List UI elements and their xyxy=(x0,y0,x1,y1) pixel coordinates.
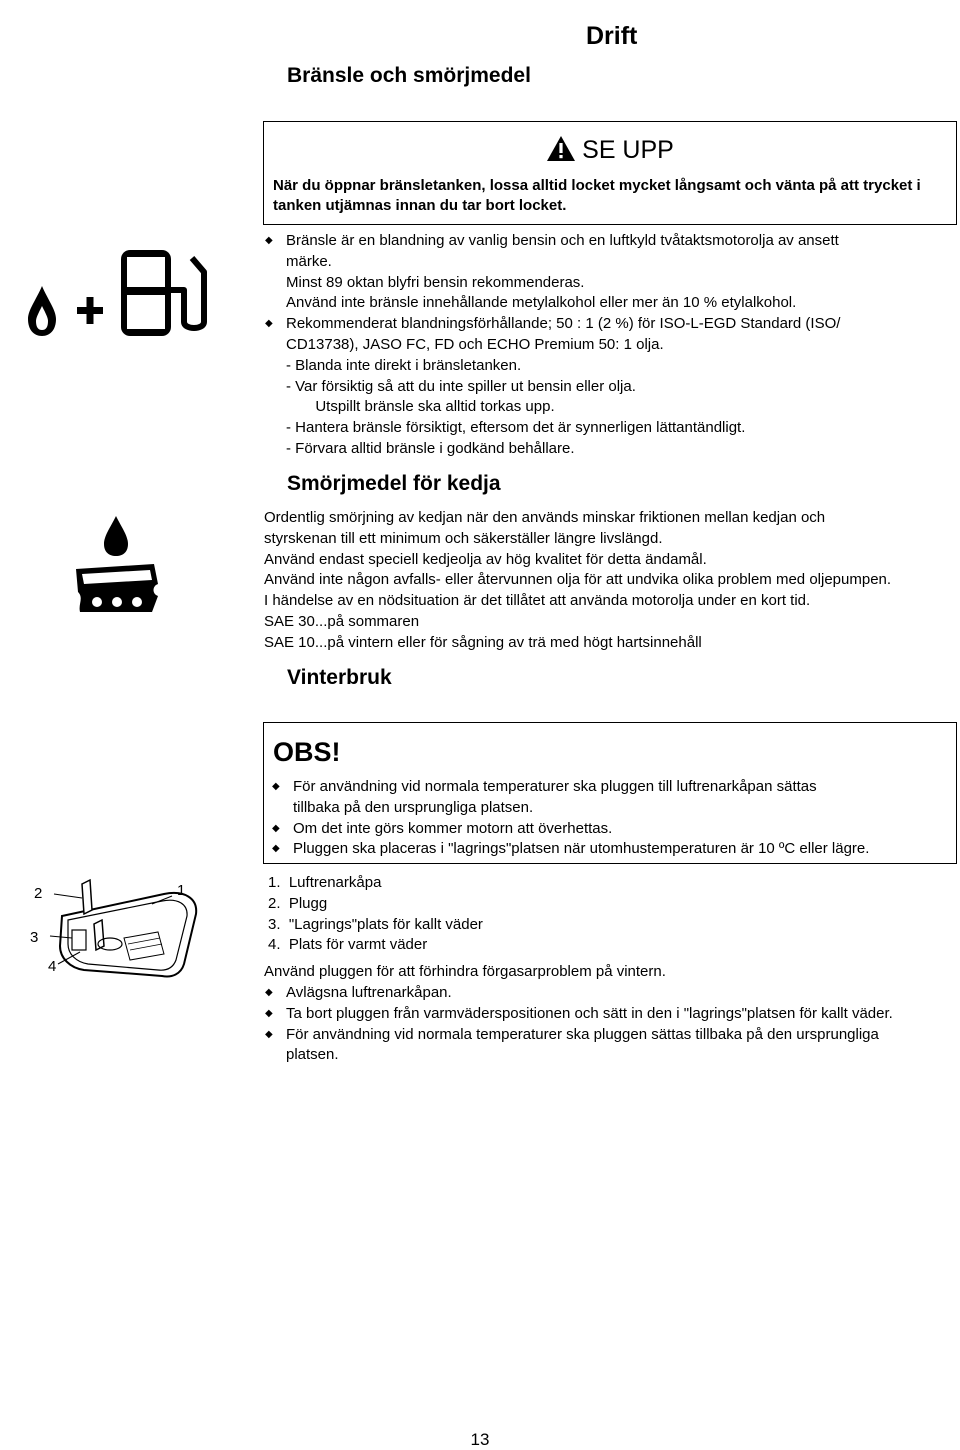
note-list xyxy=(272,777,953,860)
legend-item: 3. "Lagrings"plats för kallt väder xyxy=(268,915,483,933)
chain-oil-text xyxy=(264,508,958,654)
chain-oil-icon xyxy=(72,514,162,614)
fuel-list xyxy=(265,231,956,460)
list-item-line: Pluggen ska placeras i "lagrings"platsen när utomhustemperaturen är 10 ºC eller lägre. xyxy=(293,840,870,858)
section-title: Bränsle och smörjmedel xyxy=(287,64,531,87)
paragraph-line: Använd endast speciell kedjeolja av hög kvalitet för detta ändamål. xyxy=(264,550,707,568)
list-item-line: CD13738), JASO FC, FD och ECHO Premium 50: 1 olja. xyxy=(286,335,664,353)
warning-heading xyxy=(264,134,956,166)
chapter-title: Drift xyxy=(586,22,638,50)
paragraph-line: Använd pluggen för att förhindra förgasarproblem på vintern. xyxy=(264,963,666,980)
list-item-line: Ta bort pluggen från varmväderspositionen och sätt in den i "lagrings"platsen för kallt väder. xyxy=(286,1004,893,1022)
paragraph-line: I händelse av en nödsituation är det tillåtet att använda motorolja under en kort tid. xyxy=(264,592,811,610)
warning-text: När du öppnar bränsletanken, lossa alltid locket mycket långsamt och vänta på att trycket i tanken utjämnas innan du tar bort locket. xyxy=(273,177,921,214)
dash-line: - Var försiktig så att du inte spiller ut bensin eller olja. xyxy=(286,377,636,395)
list-item-line: Minst 89 oktan blyfri bensin rekommenderas. xyxy=(286,273,585,291)
winter-title: Vinterbruk xyxy=(287,666,392,689)
figure-label: 3 xyxy=(30,929,39,946)
bullet-icon: ◆ xyxy=(265,235,273,246)
list-item-line: Använd inte bränsle innehållande metylalkohol eller mer än 10 % etylalkohol. xyxy=(286,294,797,312)
list-item-line: Avlägsna luftrenarkåpan. xyxy=(286,984,452,1001)
list-item-line: märke. xyxy=(286,252,332,270)
winter-steps xyxy=(265,983,958,1066)
bullet-icon: ◆ xyxy=(265,1007,273,1019)
page-number: 13 xyxy=(470,1430,490,1449)
list-item xyxy=(272,819,953,840)
dash-line: - Förvara alltid bränsle i godkänd behållare. xyxy=(286,439,575,457)
list-item-line: Rekommenderat blandningsförhållande; 50 : 1 (2 %) för ISO-L-EGD Standard (ISO/ xyxy=(286,315,841,333)
legend-item: 1. Luftrenarkåpa xyxy=(268,874,382,891)
list-item-line: För användning vid normala temperaturer ska pluggen sättas tillbaka på den ursprungliga xyxy=(286,1025,879,1043)
list-item xyxy=(272,839,953,860)
warning-title: SE UPP xyxy=(582,136,674,164)
chain-oil-title: Smörjmedel för kedja xyxy=(287,472,501,495)
list-item xyxy=(265,1004,958,1025)
list-item-line: platsen. xyxy=(286,1046,339,1064)
list-item-line: tillbaka på den ursprungliga platsen. xyxy=(293,798,534,816)
paragraph-line: Använd inte någon avfalls- eller återvunnen olja för att undvika olika problem med oljepumpen. xyxy=(264,571,892,589)
list-item-line: Om det inte görs kommer motorn att överhettas. xyxy=(293,819,613,837)
list-item xyxy=(265,1025,958,1067)
list-item xyxy=(265,983,958,1004)
paragraph-line: SAE 10...på vintern eller för sågning av trä med högt hartsinnehåll xyxy=(264,633,702,651)
figure-label: 4 xyxy=(48,958,57,975)
legend-item: 4. Plats för varmt väder xyxy=(268,936,428,954)
figure-label: 1 xyxy=(177,882,186,899)
bullet-icon: ◆ xyxy=(272,822,280,834)
figure-legend xyxy=(268,873,768,956)
bullet-icon: ◆ xyxy=(265,1028,273,1040)
paragraph-line: Ordentlig smörjning av kedjan när den används minskar friktionen mellan kedjan och xyxy=(264,509,826,526)
warning-triangle-icon xyxy=(546,135,576,162)
list-item xyxy=(265,231,956,314)
fuel-mix-icon xyxy=(26,244,216,339)
note-box xyxy=(263,722,957,864)
bullet-icon: ◆ xyxy=(272,781,280,792)
dash-line: - Blanda inte direkt i bränsletanken. xyxy=(286,356,522,374)
list-item xyxy=(272,777,953,819)
paragraph-line: SAE 30...på sommaren xyxy=(264,612,420,630)
note-title: OBS! xyxy=(273,737,341,767)
figure-label: 2 xyxy=(34,885,43,902)
list-item-line: För användning vid normala temperaturer ska pluggen till luftrenarkåpan sättas xyxy=(293,778,817,795)
legend-item: 2. Plugg xyxy=(268,894,328,912)
dash-line: Utspillt bränsle ska alltid torkas upp. xyxy=(307,398,555,416)
list-item-line: Bränsle är en blandning av vanlig bensin och en luftkyld tvåtaktsmotorolja av ansett xyxy=(286,232,839,249)
paragraph-line: styrskenan till ett minimum och säkerställer längre livslängd. xyxy=(264,529,663,547)
warning-box xyxy=(263,121,957,225)
bullet-icon: ◆ xyxy=(265,318,273,330)
bullet-icon: ◆ xyxy=(265,987,273,998)
winter-intro xyxy=(264,962,958,983)
dash-line: - Hantera bränsle försiktigt, eftersom det är synnerligen lättantändligt. xyxy=(286,419,746,437)
list-item xyxy=(265,314,956,356)
bullet-icon: ◆ xyxy=(272,843,280,855)
